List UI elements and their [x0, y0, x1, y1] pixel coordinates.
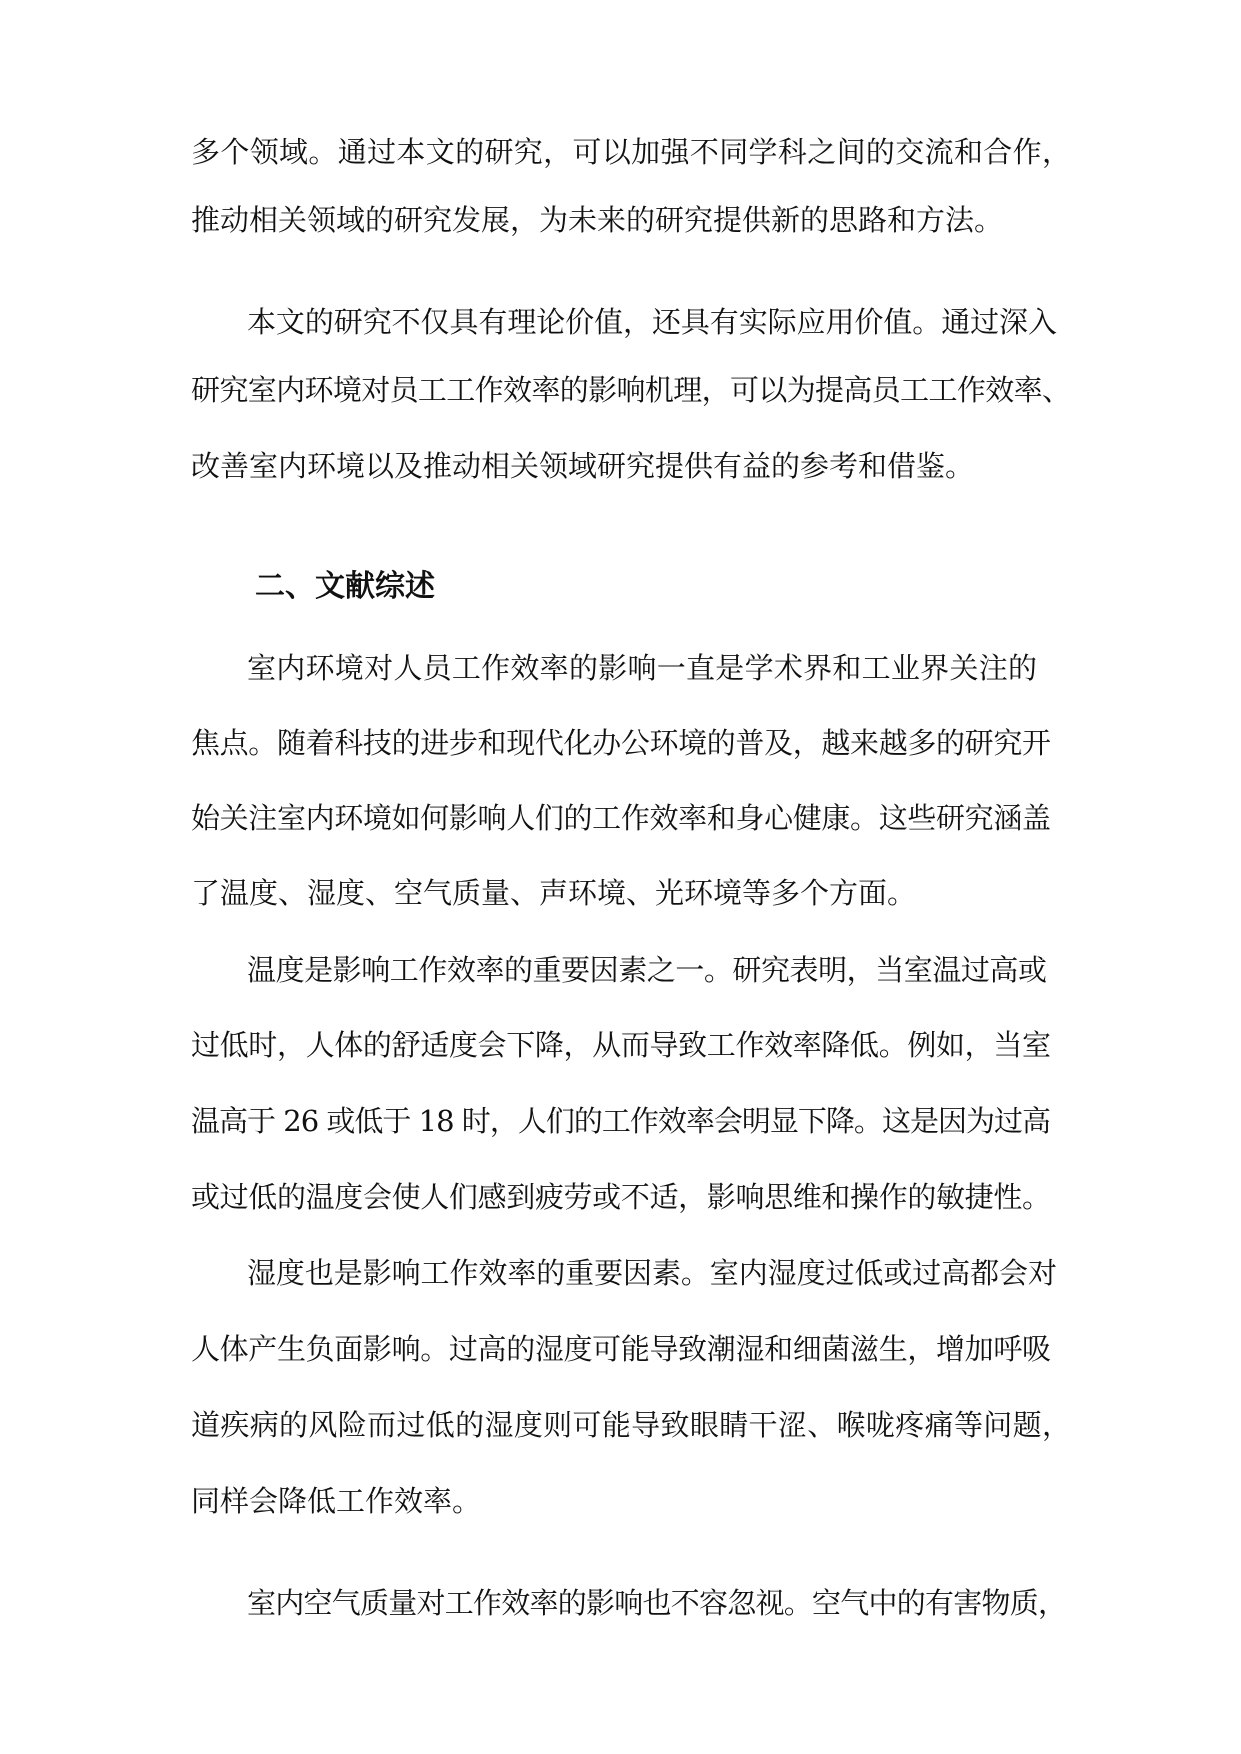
paragraph-line	[0, 948, 1241, 992]
paragraph-line	[0, 198, 1241, 242]
line-text: 了温度、湿度、空气质量、声环境、光环境等多个方面。	[191, 876, 917, 910]
line-text: 室内环境对人员工作效率的影响一直是学术界和工业界关注的	[247, 651, 1038, 685]
line-text: 多个领域。通过本文的研究，可以加强不同学科之间的交流和合作，	[191, 135, 1072, 169]
paragraph-line	[0, 871, 1241, 915]
paragraph-line	[0, 1099, 1241, 1143]
line-text: 或过低的温度会使人们感到疲劳或不适，影响思维和操作的敏捷性。	[191, 1180, 1051, 1214]
paragraph-line	[0, 1581, 1241, 1625]
line-text: 始关注室内环境如何影响人们的工作效率和身心健康。这些研究涵盖	[191, 801, 1051, 835]
line-text: 湿度也是影响工作效率的重要因素。室内湿度过低或过高都会对	[247, 1256, 1057, 1290]
paragraph-line	[0, 1251, 1241, 1295]
line-text: 同样会降低工作效率。	[191, 1484, 482, 1518]
paragraph-line	[0, 130, 1241, 174]
line-text: 温高于 26 或低于 18 时，人们的工作效率会明显下降。这是因为过高	[191, 1104, 1050, 1138]
line-text: 焦点。随着科技的进步和现代化办公环境的普及，越来越多的研究开	[191, 726, 1051, 760]
paragraph-line	[0, 646, 1241, 690]
line-text: 推动相关领域的研究发展，为未来的研究提供新的思路和方法。	[191, 203, 1004, 237]
line-text: 研究室内环境对员工工作效率的影响机理，可以为提高员工工作效率、	[191, 373, 1071, 407]
line-text: 道疾病的风险而过低的湿度则可能导致眼睛干涩、喉咙疼痛等问题，	[191, 1408, 1072, 1442]
line-text: 改善室内环境以及推动相关领域研究提供有益的参考和借鉴。	[191, 449, 975, 483]
line-text: 人体产生负面影响。过高的湿度可能导致潮湿和细菌滋生，增加呼吸	[191, 1332, 1051, 1366]
section-heading: 二、文献综述	[255, 569, 435, 604]
paragraph-line	[0, 721, 1241, 765]
paragraph-line	[0, 1023, 1241, 1067]
line-text: 温度是影响工作效率的重要因素之一。研究表明，当室温过高或	[247, 953, 1047, 987]
line-text: 本文的研究不仅具有理论价值，还具有实际应用价值。通过深入	[247, 305, 1057, 339]
paragraph-line	[0, 300, 1241, 344]
paragraph-line	[0, 1327, 1241, 1371]
paragraph-line	[0, 1479, 1241, 1523]
paragraph-line	[0, 1403, 1241, 1447]
line-text: 过低时，人体的舒适度会下降，从而导致工作效率降低。例如，当室	[191, 1028, 1051, 1062]
paragraph-line	[0, 796, 1241, 840]
paragraph-line	[0, 1175, 1241, 1219]
line-text: 室内空气质量对工作效率的影响也不容忽视。空气中的有害物质，	[247, 1586, 1067, 1620]
paragraph-line	[0, 368, 1241, 412]
paragraph-line	[0, 444, 1241, 488]
